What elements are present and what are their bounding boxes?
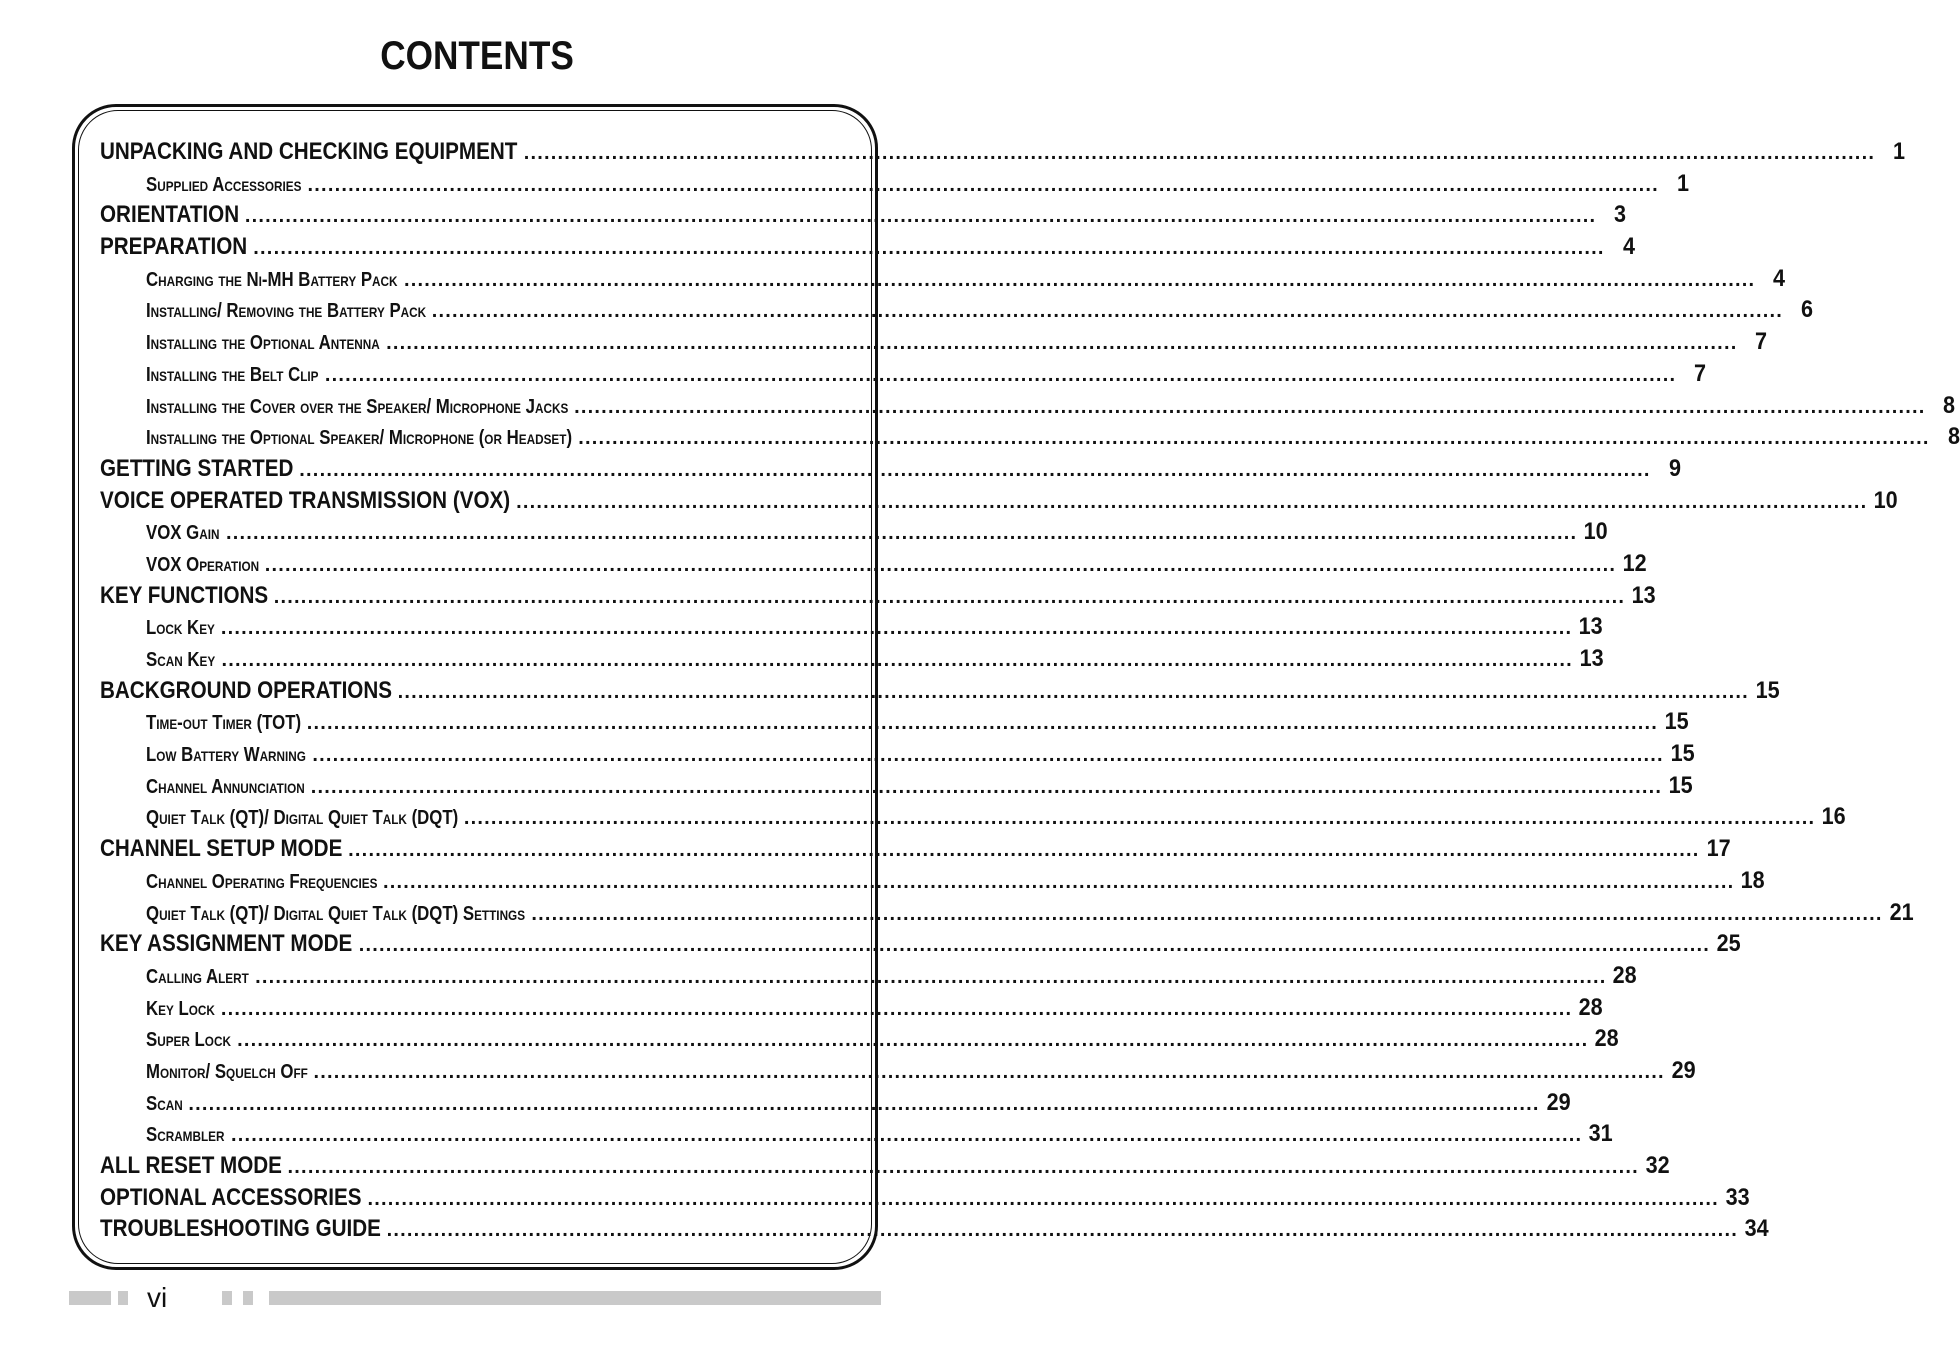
toc-entry-label: GETTING STARTED xyxy=(100,454,294,482)
toc-subentry xyxy=(100,1023,1620,1055)
toc-page-number: 28 xyxy=(1613,961,1638,989)
page-footer xyxy=(0,1282,954,1313)
toc-page-number: 8 xyxy=(1947,423,1960,451)
table-of-contents xyxy=(100,136,1960,1245)
toc-page-number: 7 xyxy=(1694,359,1707,387)
toc-subentry xyxy=(100,548,1647,580)
toc-entry-label: ORIENTATION xyxy=(100,201,240,229)
toc-page-number: 15 xyxy=(1668,771,1693,799)
toc-entry-label: KEY ASSIGNMENT MODE xyxy=(100,930,353,958)
toc-page-number: 29 xyxy=(1671,1056,1696,1084)
toc-entry-label: UNPACKING AND CHECKING EQUIPMENT xyxy=(100,138,518,165)
toc-entry-label: Time-out Timer (TOT) xyxy=(146,712,302,735)
dot-leader: ........................................................................................................................................................................................................ xyxy=(578,427,1930,450)
toc-entry-label: Super Lock xyxy=(146,1029,231,1052)
toc-entry-label: Scrambler xyxy=(146,1124,225,1147)
toc-entry-label: Installing the Cover over the Speaker/ Microphone Jacks xyxy=(146,395,569,418)
toc-page-number: 4 xyxy=(1773,264,1786,292)
toc-subentry xyxy=(100,1118,1613,1150)
toc-entry xyxy=(100,1213,1769,1245)
dot-leader: ........................................................................................................................................................................................................ xyxy=(220,617,1573,640)
dot-leader: ........................................................................................................................................................................................................ xyxy=(230,1124,1583,1147)
toc-subentry xyxy=(100,326,1768,358)
dot-leader: ........................................................................................................................................................................................................ xyxy=(188,1092,1540,1115)
toc-subentry xyxy=(100,643,1604,675)
dot-leader: ........................................................................................................................................................................................................ xyxy=(237,1029,1589,1052)
toc-page-number: 9 xyxy=(1668,454,1681,482)
toc-page-number: 34 xyxy=(1744,1215,1769,1243)
dot-leader: ........................................................................................................................................................................................................ xyxy=(386,332,1738,355)
dot-leader: ........................................................................................................................................................................................................ xyxy=(255,965,1607,988)
dot-leader: ........................................................................................................................................................................................................ xyxy=(386,1219,1738,1242)
toc-page-number: 7 xyxy=(1755,328,1768,356)
toc-entry-label: TROUBLESHOOTING GUIDE xyxy=(100,1215,381,1243)
toc-subentry xyxy=(100,865,1766,897)
dot-leader: ........................................................................................................................................................................................................ xyxy=(358,934,1711,957)
toc-subentry xyxy=(100,801,1846,833)
toc-entry-label: BACKGROUND OPERATIONS xyxy=(100,676,393,704)
footer-bar-mid-1 xyxy=(222,1291,232,1305)
toc-page-number: 31 xyxy=(1588,1120,1613,1148)
toc-page-number: 15 xyxy=(1755,676,1780,704)
dot-leader: ........................................................................................................................................................................................................ xyxy=(348,839,1700,862)
toc-entry-label: Scan xyxy=(146,1092,183,1115)
toc-entry-label: VOX Gain xyxy=(146,522,220,545)
toc-subentry xyxy=(100,1055,1696,1087)
toc-page-number: 18 xyxy=(1741,866,1766,894)
toc-entry-label: Installing the Optional Antenna xyxy=(146,332,380,355)
toc-subentry xyxy=(100,516,1608,548)
toc-page-number: 16 xyxy=(1821,803,1846,831)
toc-subentry xyxy=(100,168,1689,200)
dot-leader: ........................................................................................................................................................................................................ xyxy=(225,522,1578,545)
toc-subentry xyxy=(100,263,1786,295)
toc-entry xyxy=(100,675,1780,707)
toc-page-number: 17 xyxy=(1706,835,1731,863)
toc-page-number: 12 xyxy=(1622,549,1647,577)
toc-entry-label: Charging the Ni-MH Battery Pack xyxy=(146,268,398,291)
toc-page-number: 33 xyxy=(1725,1183,1750,1211)
toc-page-number: 28 xyxy=(1595,1025,1620,1053)
toc-subentry xyxy=(100,992,1603,1024)
toc-entry-label: Installing the Belt Clip xyxy=(146,363,319,386)
toc-entry xyxy=(100,833,1731,865)
footer-bar-left xyxy=(69,1291,111,1305)
toc-entry-label: Scan Key xyxy=(146,649,216,671)
footer-bar-mid-2 xyxy=(243,1291,253,1305)
dot-leader: ........................................................................................................................................................................................................ xyxy=(307,173,1659,196)
toc-entry-label: VOX Operation xyxy=(146,553,260,576)
toc-entry xyxy=(100,453,1681,485)
toc-subentry xyxy=(100,770,1693,802)
toc-page-number: 1 xyxy=(1893,138,1906,165)
footer-bar-right xyxy=(269,1291,881,1305)
toc-entry-label: Channel Annunciation xyxy=(146,775,305,798)
toc-page-number: 13 xyxy=(1578,613,1603,641)
toc-entry-label: Calling Alert xyxy=(146,965,249,988)
toc-entry-label: ALL RESET MODE xyxy=(100,1152,282,1179)
dot-leader: ........................................................................................................................................................................................................ xyxy=(313,1060,1665,1083)
dot-leader: ........................................................................................................................................................................................................ xyxy=(523,142,1876,164)
toc-page-number: 25 xyxy=(1716,930,1741,958)
toc-page-number: 13 xyxy=(1631,581,1656,609)
toc-page-number: 10 xyxy=(1583,518,1608,546)
toc-subentry xyxy=(100,611,1603,643)
toc-page-number: 15 xyxy=(1670,740,1695,768)
toc-page-number: 13 xyxy=(1579,645,1604,672)
toc-entry-label: Supplied Accessories xyxy=(146,173,302,196)
toc-page-number: 1 xyxy=(1676,169,1689,197)
toc-entry xyxy=(100,199,1627,231)
toc-entry-label: OPTIONAL ACCESSORIES xyxy=(100,1183,362,1211)
toc-subentry xyxy=(100,897,1914,929)
dot-leader: ........................................................................................................................................................................................................ xyxy=(397,680,1749,703)
toc-page-number: 6 xyxy=(1801,296,1814,324)
toc-entry xyxy=(100,231,1635,263)
toc-entry xyxy=(100,928,1741,960)
toc-entry-label: Installing/ Removing the Battery Pack xyxy=(146,300,427,323)
toc-entry-label: Low Battery Warning xyxy=(146,744,306,767)
toc-page-number: 15 xyxy=(1664,708,1689,736)
dot-leader: ........................................................................................................................................................................................................ xyxy=(403,268,1756,291)
toc-entry-label: Monitor/ Squelch Off xyxy=(146,1060,308,1083)
dot-leader: ........................................................................................................................................................................................................ xyxy=(273,585,1626,608)
toc-subentry xyxy=(100,294,1814,326)
toc-subentry xyxy=(100,738,1695,770)
toc-entry xyxy=(100,136,1906,168)
toc-subentry xyxy=(100,960,1638,992)
dot-leader: ........................................................................................................................................................................................................ xyxy=(574,395,1926,418)
toc-subentry xyxy=(100,1087,1571,1119)
toc-page-number: 8 xyxy=(1943,391,1956,419)
toc-entry-label: Quiet Talk (QT)/ Digital Quiet Talk (DQT) xyxy=(146,807,459,830)
page-title: CONTENTS xyxy=(380,34,574,78)
dot-leader: ........................................................................................................................................................................................................ xyxy=(221,649,1573,671)
toc-page-number: 32 xyxy=(1645,1152,1670,1179)
toc-entry-label: Quiet Talk (QT)/ Digital Quiet Talk (DQT) Settings xyxy=(146,902,526,925)
dot-leader: ........................................................................................................................................................................................................ xyxy=(264,553,1617,576)
toc-page-number: 3 xyxy=(1614,201,1627,229)
dot-leader: ........................................................................................................................................................................................................ xyxy=(220,997,1573,1020)
toc-page-number: 10 xyxy=(1874,486,1899,514)
toc-entry-label: CHANNEL SETUP MODE xyxy=(100,835,343,863)
dot-leader: ........................................................................................................................................................................................................ xyxy=(306,712,1659,735)
dot-leader: ........................................................................................................................................................................................................ xyxy=(253,237,1605,260)
toc-subentry xyxy=(100,358,1707,390)
toc-page-number: 28 xyxy=(1578,993,1603,1021)
dot-leader: ........................................................................................................................................................................................................ xyxy=(312,744,1664,767)
toc-subentry xyxy=(100,390,1956,422)
dot-leader: ........................................................................................................................................................................................................ xyxy=(310,775,1663,798)
toc-subentry xyxy=(100,706,1689,738)
toc-entry xyxy=(100,1182,1750,1214)
toc-entry xyxy=(100,580,1656,612)
dot-leader: ........................................................................................................................................................................................................ xyxy=(244,205,1597,228)
dot-leader: ........................................................................................................................................................................................................ xyxy=(367,1187,1719,1210)
toc-entry-label: Lock Key xyxy=(146,617,215,640)
toc-subentry xyxy=(100,421,1960,453)
dot-leader: ........................................................................................................................................................................................................ xyxy=(463,807,1816,830)
dot-leader: ........................................................................................................................................................................................................ xyxy=(431,300,1784,323)
dot-leader: ........................................................................................................................................................................................................ xyxy=(324,363,1677,386)
toc-entry xyxy=(100,485,1899,517)
toc-entry-label: PREPARATION xyxy=(100,233,248,261)
toc-page-number: 21 xyxy=(1889,898,1914,926)
dot-leader: ........................................................................................................................................................................................................ xyxy=(299,458,1651,481)
toc-page-number: 4 xyxy=(1622,233,1635,261)
toc-entry xyxy=(100,1150,1670,1182)
dot-leader: ........................................................................................................................................................................................................ xyxy=(287,1156,1639,1178)
footer-bar-left-small xyxy=(118,1291,128,1305)
toc-page-number: 29 xyxy=(1546,1088,1571,1116)
page-number: vi xyxy=(147,1282,168,1313)
dot-leader: ........................................................................................................................................................................................................ xyxy=(516,490,1868,513)
dot-leader: ........................................................................................................................................................................................................ xyxy=(383,870,1735,893)
toc-entry-label: Channel Operating Frequencies xyxy=(146,870,378,893)
toc-entry-label: Key Lock xyxy=(146,997,215,1020)
toc-entry-label: KEY FUNCTIONS xyxy=(100,581,269,609)
toc-entry-label: Installing the Optional Speaker/ Microphone (or Headset) xyxy=(146,427,573,450)
toc-entry-label: VOICE OPERATED TRANSMISSION (VOX) xyxy=(100,486,511,514)
dot-leader: ........................................................................................................................................................................................................ xyxy=(531,902,1883,925)
